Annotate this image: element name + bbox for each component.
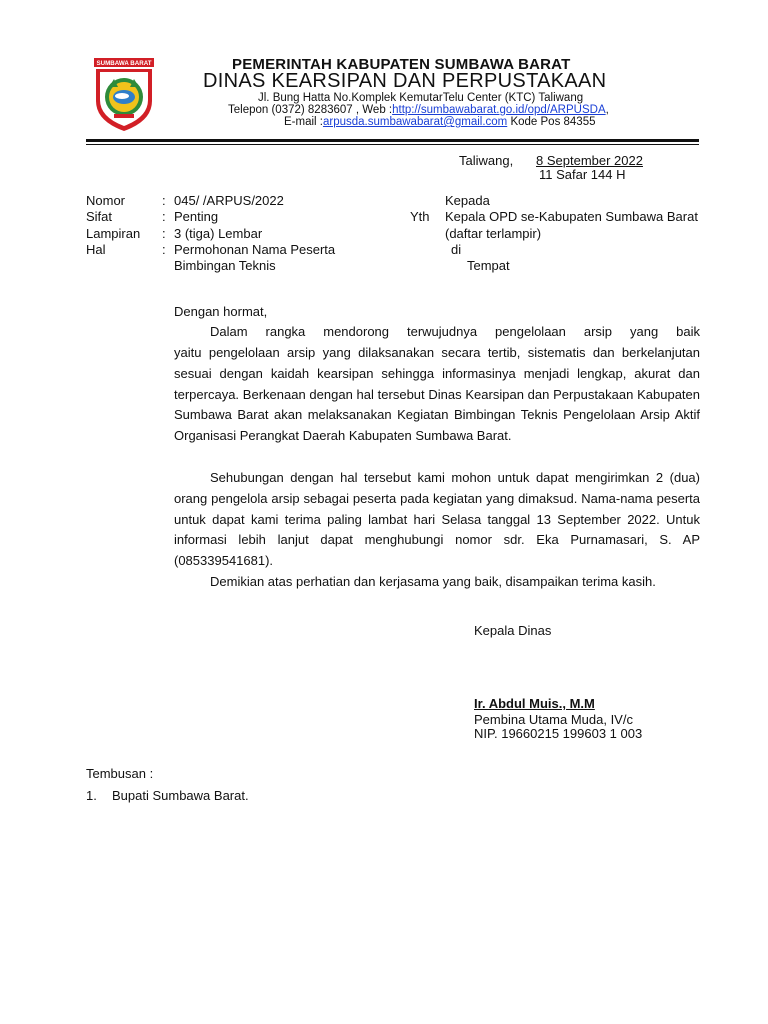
phone-web-line bbox=[228, 104, 609, 116]
signatory-name: Ir. Abdul Muis., M.M bbox=[474, 696, 595, 711]
cc-item-text: Bupati Sumbawa Barat. bbox=[112, 788, 249, 803]
letter-place: Taliwang, bbox=[459, 153, 514, 168]
meta-colon: : bbox=[162, 193, 166, 208]
website-link[interactable]: http://sumbawabarat.go.id/opd/ARPUSDA bbox=[392, 104, 606, 116]
recipient-yth: Yth bbox=[410, 209, 430, 224]
email-link[interactable]: arpusda.sumbawabarat@gmail.com bbox=[322, 116, 508, 128]
agency-address: Jl. Bung Hatta No.Komplek KemutarTelu Center (KTC) Taliwang bbox=[258, 92, 584, 104]
meta-colon: : bbox=[162, 242, 166, 257]
agency-name: DINAS KEARSIPAN DAN PERPUSTAKAAN bbox=[203, 70, 607, 92]
recipient-note: (daftar terlampir) bbox=[445, 226, 542, 241]
emblem-banner-text: SUMBAWA BARAT bbox=[96, 60, 152, 67]
cc-heading: Tembusan : bbox=[86, 766, 154, 781]
meta-label-lampiran: Lampiran bbox=[86, 226, 141, 241]
phone-label: Telepon (0372) 8283607 , Web : bbox=[228, 104, 393, 116]
recipient-tempat: Tempat bbox=[467, 258, 510, 273]
meta-value-hal: Permohonan Nama Peserta bbox=[174, 242, 336, 257]
paragraph-1-first-line bbox=[174, 322, 700, 343]
recipient-kepada: Kepada bbox=[445, 193, 490, 208]
signatory-rank: Pembina Utama Muda, IV/c bbox=[474, 712, 633, 727]
meta-colon: : bbox=[162, 226, 166, 241]
cc-item-number: 1. bbox=[86, 788, 97, 803]
salutation: Dengan hormat, bbox=[174, 304, 268, 319]
letter-date: 8 September 2022 bbox=[536, 153, 643, 168]
regency-emblem-logo bbox=[92, 57, 156, 133]
meta-value-hal-line2: Bimbingan Teknis bbox=[174, 258, 276, 273]
meta-value-sifat: Penting bbox=[174, 209, 219, 224]
paragraph-1-body: yaitu pengelolaan arsip yang dilaksanakan secara tertib, sistematis dan berkelanjutan sesuai dengan kaidah kearsipan sehingga informasinya menjadi lengkap, akurat dan terpercaya. Berkenaan dengan hal tersebut Dinas Kearsipan dan Perpustakaan Kabupaten Sumbawa Barat akan melaksanakan Kegiatan Bimbingan Teknis Pengelolaan Arsip Aktif Organisasi Perangkat Daerah Kabupaten Sumbawa Barat. bbox=[174, 345, 700, 444]
government-name: PEMERINTAH KABUPATEN SUMBAWA BARAT bbox=[232, 56, 571, 73]
meta-value-nomor: 045/ /ARPUS/2022 bbox=[174, 193, 284, 208]
meta-label-sifat: Sifat bbox=[86, 209, 113, 224]
postal-code: Kode Pos 84355 bbox=[507, 116, 596, 128]
paragraph-3: Demikian atas perhatian dan kerjasama yang baik, disampaikan terima kasih. bbox=[210, 574, 656, 589]
signatory-title: Kepala Dinas bbox=[474, 623, 552, 638]
hijri-date: 11 Safar 144 H bbox=[539, 167, 626, 182]
meta-value-lampiran: 3 (tiga) Lembar bbox=[174, 226, 263, 241]
recipient-di: di bbox=[451, 242, 462, 257]
paragraph-2: Sehubungan dengan hal tersebut kami mohon untuk dapat mengirimkan 2 (dua) orang pengelola arsip sebagai peserta pada kegiatan yang dimaksud. Nama-nama peserta untuk dapat kami terima paling lambat hari Selasa tanggal 13 September 2022. Untuk informasi lebih lanjut dapat menghubungi nomor sdr. Eka Purnamasari, S. AP (085339541681). bbox=[174, 470, 700, 569]
signatory-nip: NIP. 19660215 199603 1 003 bbox=[474, 726, 643, 741]
paragraph-1-first-text: Dalam rangka mendorong terwujudnya pengelolaan arsip yang baik bbox=[210, 324, 700, 339]
meta-label-nomor: Nomor bbox=[86, 193, 126, 208]
letterhead-rule-thin bbox=[86, 144, 699, 145]
meta-colon: : bbox=[162, 209, 166, 224]
letterhead-rule-thick bbox=[86, 139, 699, 142]
web-suffix: , bbox=[605, 104, 609, 116]
email-label: E-mail : bbox=[284, 116, 323, 128]
recipient-name: Kepala OPD se-Kabupaten Sumbawa Barat bbox=[445, 209, 698, 224]
meta-label-hal: Hal bbox=[86, 242, 106, 257]
email-line bbox=[284, 116, 596, 128]
